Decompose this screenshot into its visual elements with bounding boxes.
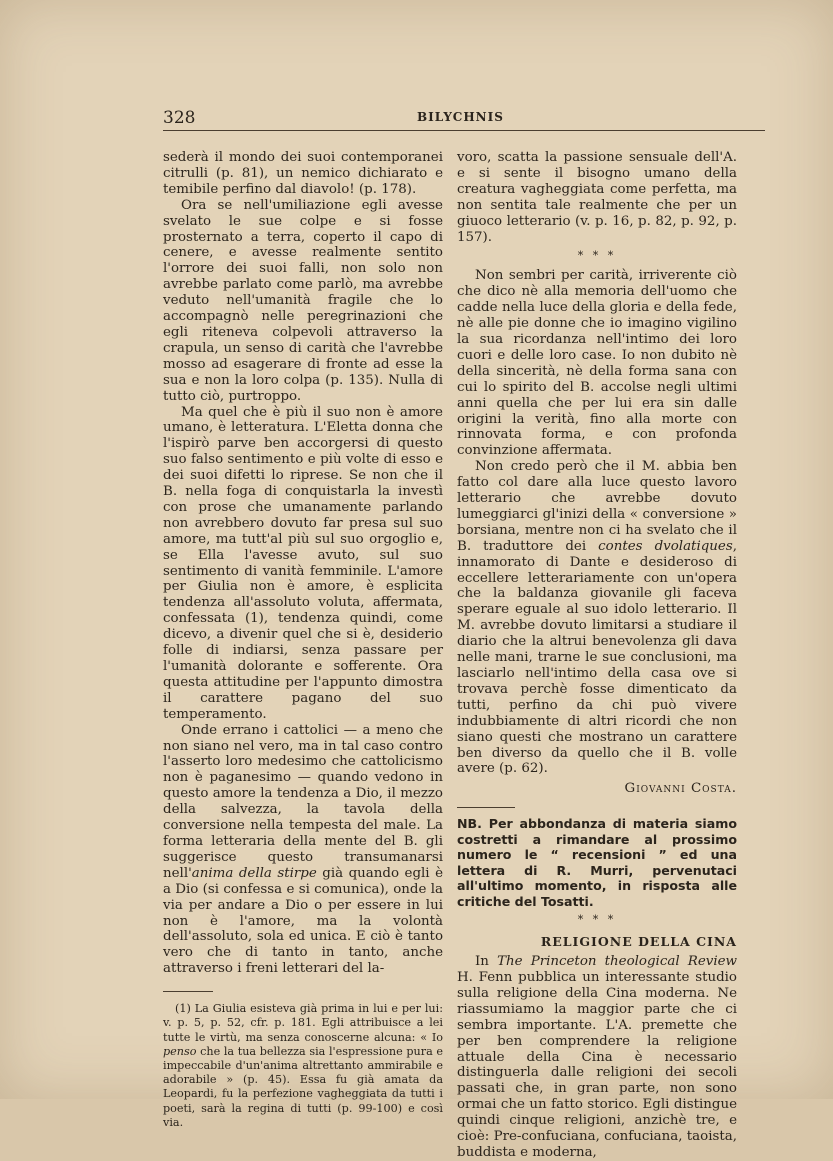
italic-text: The Princeton theological Review <box>497 954 737 970</box>
footnote <box>163 1002 443 1130</box>
paragraph: Non sembri per carità, irriverente ciò che dico nè alla memoria dell'uomo che cadde nella luce della gloria e della fede, nè alle pie donne che io imagino vigilino la sua ricordanza nell'intimo dei loro cuori e delle loro case. Io non dubito nè della sincerità, nè della forma sana con cui lo spirito del B. accolse negli ultimi anni quella che per lui era sin dalle origini la verità, fino alla morte con rinnovata forma, e con profonda convinzione affermata. <box>457 268 737 459</box>
paragraph: Ma quel che è più il suo non è amore umano, è letteratura. L'Eletta donna che l'ispirò parve ben accorgersi di questo suo falso sentimento e più volte di esso e dei suoi difetti lo riprese. Se non che il B. nella foga di conquistarla la investì con prose che umanamente parlando non avrebbero dovuto far presa sul suo amore, ma tutt'al più sul suo orgoglio e, se Ella l'avesse avuto, sul suo sentimento di vanità femminile. L'amore per Giulia non è amore, è esplicita tendenza all'assoluto voluta, affermata, confessata (1), tendenza quindi, come dicevo, a divenir quel che si è, desiderio folle di indiarsi, senza passare per l'umanità dolorante e sofferente. Ora questa attitudine per l'appunto dimostra il carattere pagano del suo temperamento. <box>163 404 443 722</box>
text-span: H. Fenn pubblica un interessante studio sulla religione della Cina moderna. Ne riassumiamo la maggior parte che ci sembra importante. L'A. premette che per ben comprendere la religione attuale della Cina è necessario distinguerla dalle religioni dei secoli passati che, in gran parte, non sono ormai che un fatto storico. Egli distingue quindi cinque religioni, anzichè tre, e cioè: Pre-confuciana, confuciana, taoista, buddista e moderna, <box>457 969 737 1160</box>
text-span: (1) La Giulia esisteva già prima in lui e per lui: v. p. 5, p. 52, cfr. p. 181. Egli attribuisce a lei tutte le virtù, ma senza conoscerne alcuna: « Io <box>163 1002 443 1044</box>
nb-rule <box>457 807 515 808</box>
italic-text: contes dvolatiques <box>598 538 733 554</box>
paragraph: voro, scatta la passione sensuale dell'A. e si sente il bisogno umano della creatura vagheggiata come perfetta, ma non sentita tale realmente che per un giuoco letterario (v. p. 16, p. 82, p. 92, p. 157). <box>457 150 737 245</box>
page-header <box>163 108 763 130</box>
paragraph <box>457 954 737 1161</box>
text-span: Onde errano i cattolici — a meno che non siano nel vero, ma in tal caso contro l'asserto loro medesimo che cattolicismo non è paganesimo — quando vedono in questo amore la tendenza a Dio, il mezzo della salvezza, la tavola della conversione nella tempesta del male. La forma letteraria della mente del B. gli suggerisce questo transumanarsi nell' <box>163 722 443 881</box>
italic-text: penso <box>163 1044 197 1058</box>
page-number: 328 <box>163 108 196 128</box>
author-signature: Giovanni Costa. <box>624 781 737 797</box>
italic-text: anima della stirpe <box>191 865 317 881</box>
section-separator: * * * <box>577 249 617 263</box>
right-column <box>457 150 737 1161</box>
text-span: Non credo però che il M. abbia ben fatto col dare alla luce questo lavoro letterario che avrebbe dovuto lumeggiarci gl'inizi della « conversione » borsiana, mentre non ci ha svelato che il B. traduttore dei <box>457 459 737 554</box>
footnote-text <box>163 1002 443 1130</box>
text-span: In <box>475 954 498 970</box>
section-title: RELIGIONE DELLA CINA <box>540 934 737 950</box>
left-column <box>163 150 443 1130</box>
text-span: che la tua bellezza sia l'espressione pura e impeccabile d'un'anima altrettanto ammirabile e adorabile » (p. 45). Essa fu già amata da Leopardi, fu la perfezione vagheggiata da tutti i poeti, sarà la regina di tutti (p. 99-100) e così via. <box>163 1044 443 1129</box>
footnote-rule <box>163 991 213 992</box>
header-rule <box>163 130 765 131</box>
text-span: già quando egli è a Dio (si confessa e si comunica), onde la via per andare a Dio o per essere in lui non è l'amore, ma la volontà dell'assoluto, sola ed unica. E ciò è tanto vero che di tanto in tanto, anche attraverso i freni letterari del la- <box>163 865 443 977</box>
section-separator: * * * <box>577 913 617 927</box>
paragraph <box>163 723 443 978</box>
paragraph: Ora se nell'umiliazione egli avesse svelato le sue colpe e si fosse prosternato a terra, coperto il capo di cenere, e avesse realmente sentito l'orrore dei suoi falli, non solo non avrebbe parlato come parlò, ma avrebbe veduto nell'umanità fragile che lo accompagnò nelle peregrinazioni che egli riteneva colpevoli attraverso la crapula, un senso di carità che l'avrebbe mosso ad esagerare di fronte ad esse la sua e non la loro colpa (p. 135). Nulla di tutto ciò, purtroppo. <box>163 197 443 404</box>
running-title: BILYCHNIS <box>417 110 504 124</box>
paragraph: sederà il mondo dei suoi contemporanei citrulli (p. 81), un nemico dichiarato e temibile perfino dal diavolo! (p. 178). <box>163 150 443 197</box>
paragraph <box>457 459 737 777</box>
text-span: , innamorato di Dante e desideroso di eccellere letterariamente con un'opera che la baldanza giovanile gli faceva sperare eguale al suo idolo letterario. Il M. avrebbe dovuto limitarsi a studiare il diario che la altrui benevolenza gli dava nelle mani, trarne le sue conclusioni, ma lasciarlo nell'intimo della casa ove si trovava perchè fosse dimenticato da tutti, perfino da chi può vivere indubbiamente di altri ricordi che non siano questi che mostrano un carattere ben diverso da quello che il B. volle avere (p. 62). <box>457 538 737 777</box>
editorial-note: NB. Per abbondanza di materia siamo costretti a rimandare al prossimo numero le “ recensioni ” ed una lettera di R. Murri, pervenutaci all'ultimo momento, in risposta alle critiche del Tosatti. <box>457 816 737 909</box>
